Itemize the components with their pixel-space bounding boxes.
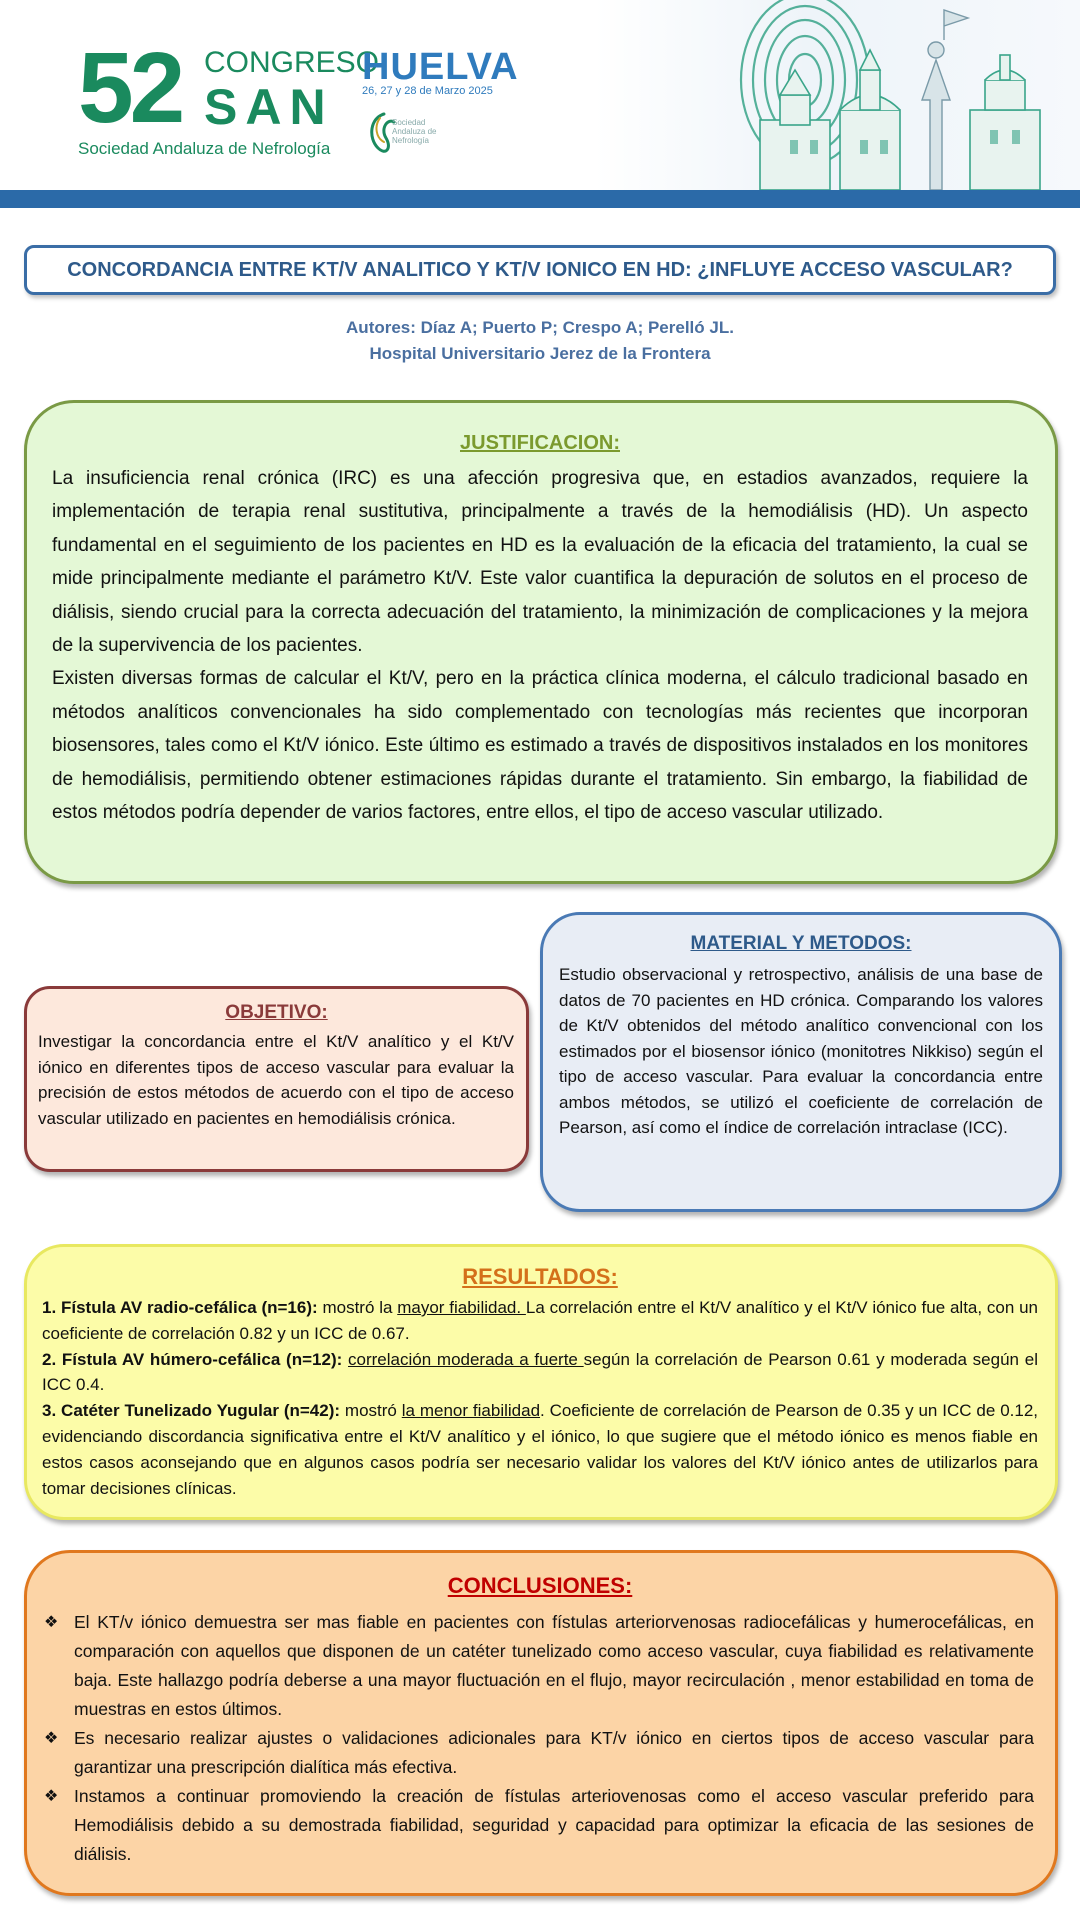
result-emphasis: mayor fiabilidad. [397,1298,526,1317]
san-label: SAN [204,79,334,135]
justificacion-paragraph-1: La insuficiencia renal crónica (IRC) es una afección progresiva que, en estadios avanzados, requiere la implementación de terapia renal sustitutiva, principalmente a través de la hemodiálisis (HD). Un aspecto fundamental en el seguimiento de los pacientes en HD es la evaluación de la eficacia del tratamiento, la cual se mide principalmente mediante el parámetro Kt/V. Este valor cuantifica la depuración de solutos en el proceso de diálisis, siendo crucial para la correcta adecuación del tratamiento, la minimización de complicaciones y la mejora de la supervivencia de los pacientes. [52,468,1028,657]
result-item [42,1295,1038,1347]
authors-block [0,315,1080,367]
result-text: La correlación entre el Kt/V analítico y el Kt/V iónico fue alta, con un coeficiente de correlación 0.82 y un ICC de 0.67. [42,1298,1038,1343]
city-name: HUELVA [362,46,519,88]
congress-number: 52 [78,32,182,144]
authors-line: Autores: Díaz A; Puerto P; Crespo A; Perelló JL. [346,318,734,337]
justificacion-paragraph-2: Existen diversas formas de calcular el Kt/V, pero en la práctica clínica moderna, el cálculo tradicional basado en métodos analíticos convencionales ha sido complementado con tecnologías más recientes que incorporan biosensores, tales como el Kt/V iónico. Este último es estimado a través de dispositivos instalados en los monitores de hemodiálisis, permitiendo obtener estimaciones rápidas durante el tratamiento. Sin embargo, la fiabilidad de estos métodos podría depender de varios factores, entre ellos, el tipo de acceso vascular utilizado. [52,668,1028,824]
result-label: 3. Catéter Tunelizado Yugular (n=42): [42,1401,341,1421]
poster-title-box [24,245,1056,295]
logo-text-line: Nefrología [392,136,429,146]
hospital-line: Hospital Universitario Jerez de la Frontera [369,344,711,363]
congress-dates: 26, 27 y 28 de Marzo 2025 [362,85,493,97]
conclusiones-list [44,1608,1034,1869]
list-item [44,1608,1034,1724]
list-item [44,1782,1034,1869]
result-emphasis: la menor fiabilidad [401,1401,541,1421]
result-label: 1. Fístula AV radio-cefálica (n=16): [42,1298,318,1317]
result-emphasis: correlación moderada a fuerte [348,1349,584,1369]
result-text: . Coeficiente de correlación de Pearson de 0.35 y un ICC de 0.12, evidenciando discordancia significativa entre el Kt/V analítico y el iónico, lo que sugiere que el método iónico es menos fiable en estos casos aconsejando que en algunos casos podría ser necesario validar los valores del Kt/V iónico antes de utilizarlos para tomar decisiones clínicas. [42,1401,1039,1498]
header-banner [0,0,1080,190]
poster-title: CONCORDANCIA ENTRE KT/V ANALITICO Y KT/V IONICO EN HD: ¿INFLUYE ACCESO VASCULAR? [67,258,1013,281]
objetivo-body: Investigar la concordancia entre el Kt/V analítico y el Kt/V iónico en diferentes tipos de acceso vascular para evaluar la precisión de estos métodos de acuerdo con el tipo de acceso vascular utilizado en pacientes en hemodiálisis crónica. [38,1032,514,1128]
justificacion-body [52,462,1028,829]
result-text: mostró la [317,1298,398,1317]
result-item [42,1398,1038,1501]
huelva-monuments-illustration-icon [700,0,1080,190]
logo-text-line: Andaluza de [392,127,437,137]
conclusion-text: Es necesario realizar ajustes o validaciones adicionales para KT/v iónico en ciertos tipos de acceso vascular para garantizar una prescripción dialítica más efectiva. [74,1728,1034,1777]
resultados-body [42,1295,1038,1501]
society-name: Sociedad Andaluza de Nefrología [78,139,331,158]
diamond-bullet-icon: ❖ [44,1788,59,1805]
diamond-bullet-icon: ❖ [44,1730,59,1747]
objetivo-heading: OBJETIVO: [225,1002,328,1023]
resultados-heading: RESULTADOS: [462,1264,618,1289]
logo-text-line: Sociedad [392,118,426,127]
material-metodos-body: Estudio observacional y retrospectivo, análisis de una base de datos de 70 pacientes en HD crónica. Comparando los valores de Kt/V obtenidos del método analítico convencional con los estimados por el biosensor iónico (monitotres Nikkiso) según el tipo de acceso vascular. Para evaluar la concordancia entre ambos métodos, se utilizó el coeficiente de correlación de Pearson, así como el índice de correlación intraclase (ICC). [559,965,1043,1137]
diamond-bullet-icon: ❖ [44,1614,59,1631]
justificacion-heading: JUSTIFICACION: [460,432,620,454]
header-divider-band [0,190,1080,208]
material-metodos-heading: MATERIAL Y METODOS: [690,933,912,954]
san-logo-text [392,118,452,146]
conclusion-text: Instamos a continuar promoviendo la creación de fístulas arteriovenosas como el acceso vascular preferido para Hemodiálisis debido a su demostrada fiabilidad, seguridad y capacidad para optimizar la eficacia de las sesiones de diálisis. [74,1786,1034,1864]
list-item [44,1724,1034,1782]
result-text: mostró [340,1401,402,1421]
result-label: 2. Fístula AV húmero-cefálica (n=12): [42,1349,343,1369]
conclusion-text: El KT/v iónico demuestra ser mas fiable en pacientes con fístulas arteriorvenosas radiocefálicas y humerocefálicas, en comparación con aquellos que disponen de un catéter tunelizado como acceso vascular, cuya fiabilidad es relativamente baja. Este hallazgo podría deberse a una mayor fluctuación en el flujo, mayor recirculación , menor estabilidad en toma de muestras en estos últimos. [74,1612,1034,1719]
congress-label: CONGRESO [204,46,380,79]
result-text: según la correlación de Pearson 0.61 y moderada según el ICC 0.4. [42,1349,1038,1395]
result-item [42,1347,1038,1399]
conclusiones-heading: CONCLUSIONES: [447,1573,633,1598]
